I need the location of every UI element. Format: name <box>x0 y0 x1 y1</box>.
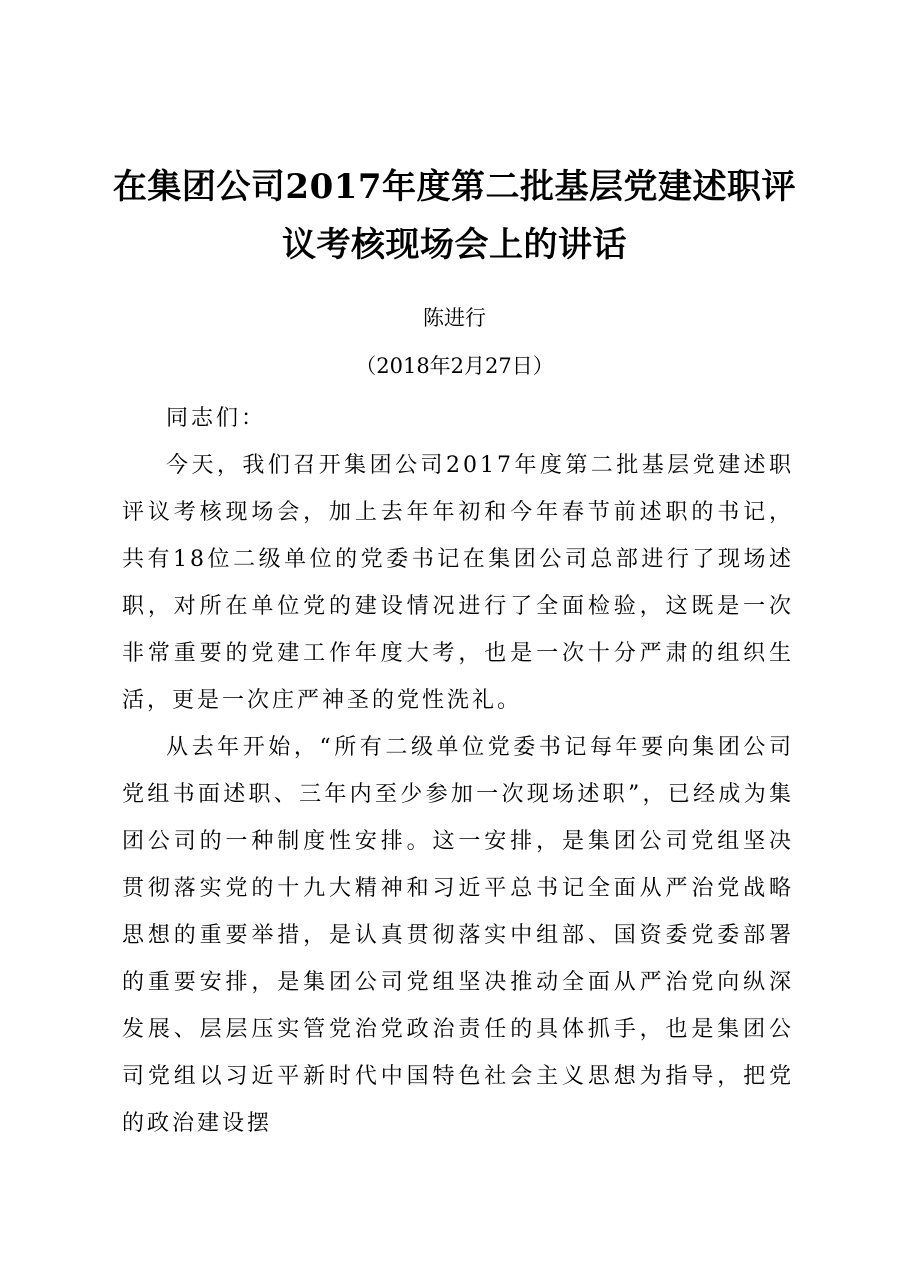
author-name: 陈进行 <box>423 306 486 330</box>
paragraph-1: 今天，我们召开集团公司2017年度第二批基层党建述职评议考核现场会，加上去年年初和今年春节前述职的书记，共有18位二级单位的党委书记在集团公司总部进行了现场述职，对所在单位党的建设情况进行了全面检验，这既是一次非常重要的党建工作年度大考，也是一次十分严肃的组织生活，更是一次庄严神圣的党性洗礼。 <box>122 453 794 713</box>
paragraph-2: 从去年开始，“所有二级单位党委书记每年要向集团公司党组书面述职、三年内至少参加一次现场述职”，已经成为集团公司的一种制度性安排。这一安排，是集团公司党组坚决贯彻落实党的十九大精神和习近平总书记全面从严治党战略思想的重要举措，是认真贯彻落实中组部、国资委党委部署的重要安排，是集团公司党组坚决推动全面从严治党向纵深发展、层层压实管党治党政治责任的具体抓手，也是集团公司党组以习近平新时代中国特色社会主义思想为指导，把党的政治建设摆 <box>122 735 794 1136</box>
title-line-1: 在集团公司2017年度第二批基层党建述职评 <box>112 167 797 207</box>
document-title <box>110 158 799 274</box>
greeting: 同志们： <box>166 406 267 431</box>
title-line-2: 议考核现场会上的讲话 <box>282 225 627 265</box>
speech-date: （2018年2月27日） <box>355 354 554 378</box>
document-body <box>122 395 794 1147</box>
